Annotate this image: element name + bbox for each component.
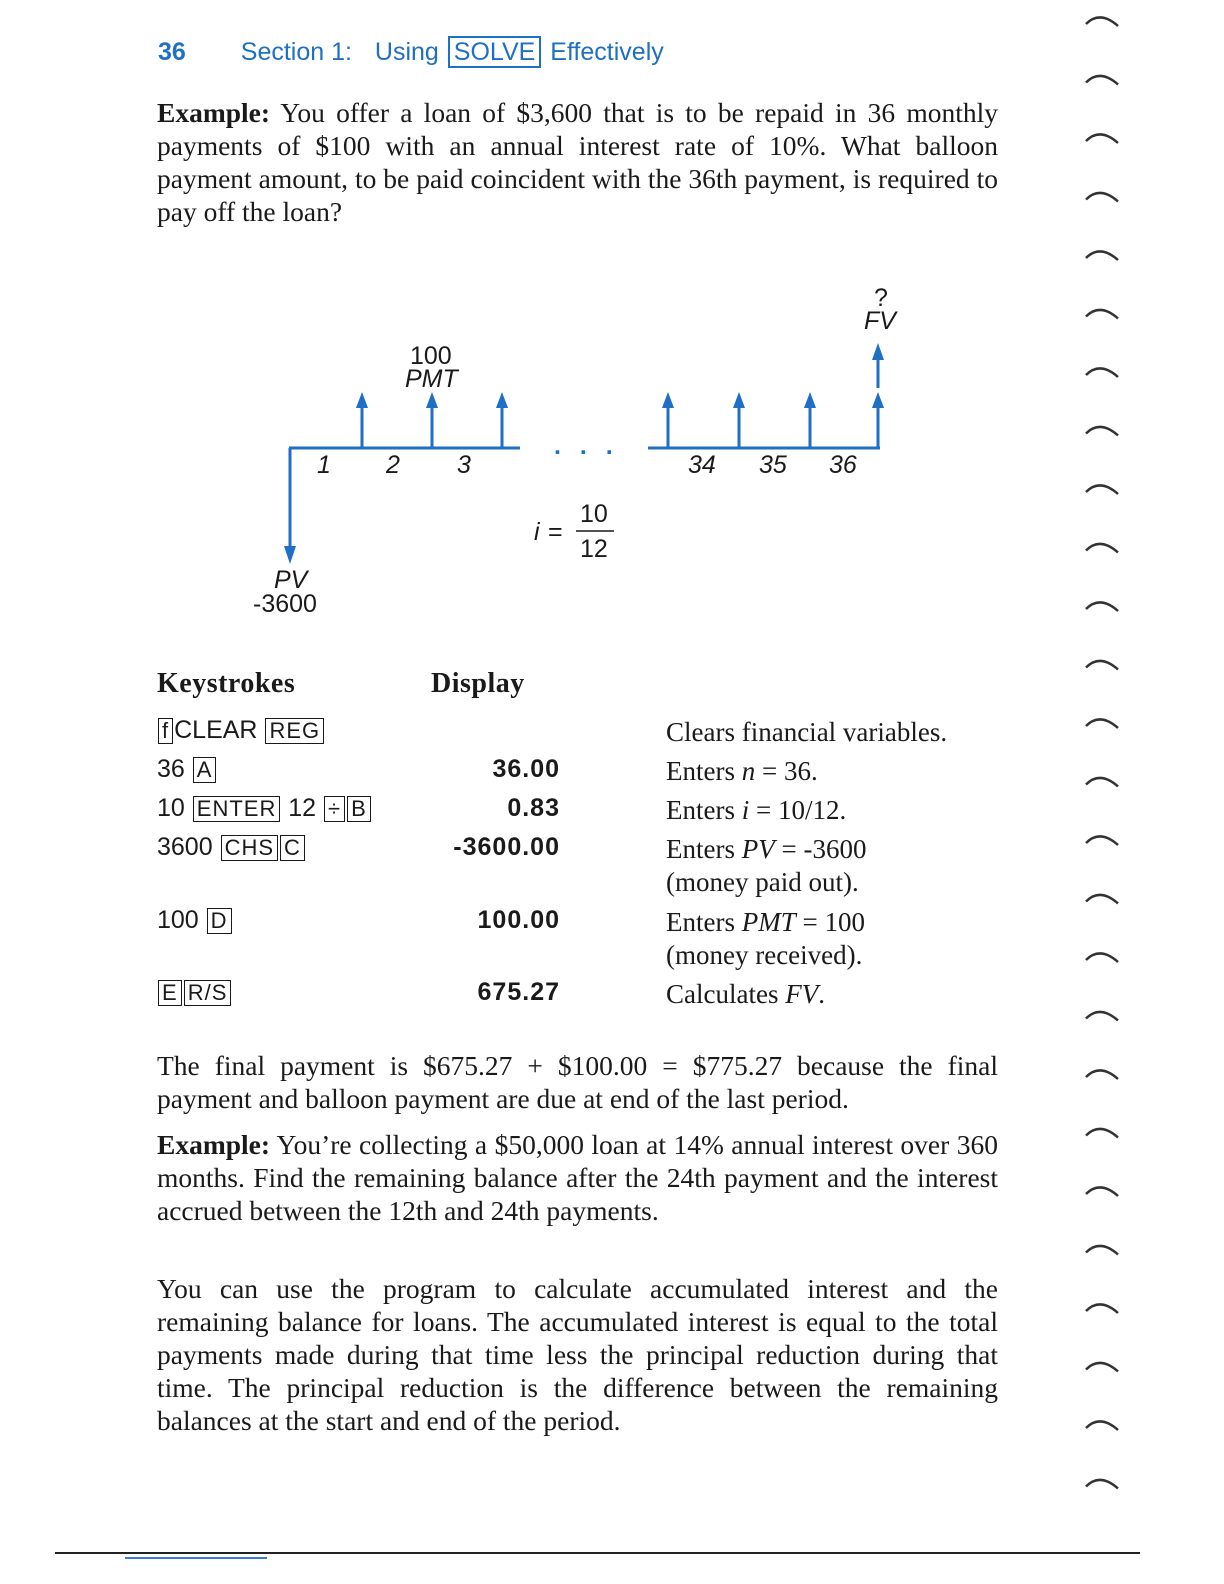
example-1-paragraph xyxy=(157,96,998,228)
table-row xyxy=(0,716,1224,752)
key-b: B xyxy=(347,796,371,822)
binding-ring xyxy=(1086,778,1118,787)
keystroke-text: CLEAR xyxy=(174,716,258,744)
keystroke-text: 3600 xyxy=(157,833,213,861)
fv-arrow-head xyxy=(872,343,884,360)
fv-label: FV xyxy=(864,307,896,335)
binding-ring xyxy=(1086,661,1118,670)
keystroke-text: 10 xyxy=(157,794,185,822)
pmt-label: PMT xyxy=(405,365,458,393)
display-cell: 0.83 xyxy=(507,794,560,822)
fv-question: ? xyxy=(874,284,888,312)
binding-ring xyxy=(1086,251,1118,260)
solve-key: SOLVE xyxy=(448,36,542,68)
keystroke-text: 12 xyxy=(288,794,317,822)
arrowhead-1 xyxy=(356,392,368,408)
key-f: f xyxy=(158,718,173,744)
binding-ring xyxy=(1086,17,1118,26)
page-number: 36 xyxy=(158,38,186,66)
description-cell: Enters n = 36. xyxy=(666,756,818,786)
display-cell: 36.00 xyxy=(492,755,560,783)
key-r-s: R/S xyxy=(184,980,232,1006)
binding-ring xyxy=(1086,836,1118,845)
pv-value: -3600 xyxy=(253,590,317,618)
binding-ring xyxy=(1086,602,1118,611)
keystrokes-cell xyxy=(157,794,372,823)
ellipsis: . . . xyxy=(554,432,619,460)
description-cell: Clears financial variables. xyxy=(666,717,948,747)
description-note: (money paid out). xyxy=(666,867,859,897)
rate-numerator: 10 xyxy=(580,500,608,528)
pmt-value: 100 xyxy=(410,342,452,370)
keystroke-text: 36 xyxy=(157,755,185,783)
page-header xyxy=(158,38,664,67)
key-chs: CHS xyxy=(221,835,278,861)
binding-ring xyxy=(1086,1012,1118,1021)
keystroke-text: 100 xyxy=(157,906,199,934)
key-a: A xyxy=(193,757,217,783)
binding-ring xyxy=(1086,1187,1118,1196)
binding-ring xyxy=(1086,193,1118,202)
keystrokes-cell xyxy=(157,833,306,862)
example-2-label: Example: xyxy=(157,1129,271,1160)
keystrokes-cell xyxy=(157,906,233,935)
table-row xyxy=(0,755,1224,791)
example-1-text: You offer a loan of $3,600 that is to be repaid in 36 monthly payments of $100 with an annual interest rate of 10%. What balloon payment amount, to be paid coincident with the 36th payment, is required to pay off the loan? xyxy=(157,97,998,227)
bottom-rule xyxy=(55,1552,1140,1554)
display-heading: Display xyxy=(431,668,525,699)
final-payment-paragraph: The final payment is $675.27 + $100.00 = $775.27 because the final payment and balloon payment are due at end of the last period. xyxy=(157,1050,998,1114)
table-row xyxy=(0,906,1224,978)
key-reg: REG xyxy=(265,718,324,744)
bottom-accent-rule xyxy=(125,1557,267,1559)
binding-ring xyxy=(1086,895,1118,904)
binding-ring xyxy=(1086,368,1118,377)
key-e: E xyxy=(158,980,182,1006)
binding-ring xyxy=(1086,1480,1118,1489)
display-cell: -3600.00 xyxy=(453,833,560,861)
key-c: C xyxy=(280,835,305,861)
title-pre: Using xyxy=(374,38,439,66)
period-34: 34 xyxy=(688,451,716,479)
rate-equals: = xyxy=(548,518,563,546)
section-label: Section 1: xyxy=(240,38,352,66)
binding-ring xyxy=(1086,427,1118,436)
binding-ring xyxy=(1086,310,1118,319)
description-note: (money received). xyxy=(666,940,863,970)
pv-label: PV xyxy=(274,566,308,594)
keystrokes-heading: Keystrokes xyxy=(157,668,296,699)
binding-ring xyxy=(1086,1421,1118,1430)
cash-flow-diagram xyxy=(0,270,1000,630)
example-1-label: Example: xyxy=(157,97,271,128)
binding-ring xyxy=(1086,1304,1118,1313)
rate-denominator: 12 xyxy=(580,535,608,563)
period-2: 2 xyxy=(386,451,400,479)
table-row xyxy=(0,833,1224,905)
key-enter: ENTER xyxy=(193,796,281,822)
description-cell: Enters i = 10/12. xyxy=(666,795,847,825)
period-35: 35 xyxy=(759,451,787,479)
binding-ring xyxy=(1086,1070,1118,1079)
display-cell: 675.27 xyxy=(477,978,560,1006)
description-cell: Enters PV = -3600 (money paid out). xyxy=(666,834,867,897)
key-d: D xyxy=(207,908,232,934)
binding-ring xyxy=(1086,953,1118,962)
arrowhead-34 xyxy=(662,392,674,408)
table-row xyxy=(0,978,1224,1014)
period-1: 1 xyxy=(317,451,331,479)
binding-ring xyxy=(1086,544,1118,553)
title-post: Effectively xyxy=(550,38,664,66)
arrowhead-35 xyxy=(733,392,745,408)
binding-ring xyxy=(1086,134,1118,143)
example-2-paragraph xyxy=(157,1128,998,1227)
binding-ring xyxy=(1086,719,1118,728)
keystrokes-cell xyxy=(157,978,232,1007)
spiral-binding xyxy=(1080,0,1140,1584)
period-36: 36 xyxy=(829,451,857,479)
keystrokes-cell xyxy=(157,755,217,784)
keystrokes-cell xyxy=(157,716,325,745)
example-2-text: You’re collecting a $50,000 loan at 14% annual interest over 360 months. Find the remaining balance after the 24th payment and the interest accrued between the 12th and 24th payments. xyxy=(157,1129,998,1226)
table-row xyxy=(0,794,1224,830)
description-cell: Enters PMT = 100 (money received). xyxy=(666,907,865,970)
binding-ring xyxy=(1086,485,1118,494)
key-divide: ÷ xyxy=(324,796,345,822)
binding-ring xyxy=(1086,1363,1118,1372)
arrowhead-36a xyxy=(804,392,816,408)
display-cell: 100.00 xyxy=(477,906,560,934)
pv-arrow-head xyxy=(284,546,296,564)
binding-ring xyxy=(1086,76,1118,85)
program-paragraph: You can use the program to calculate accumulated interest and the remaining balance for loans. The accumulated interest is equal to the total payments made during that time less the principal reduction during that time. The principal reduction is the difference between the remaining balances at the start and end of the period. xyxy=(157,1273,998,1436)
rate-label: i xyxy=(534,518,540,546)
binding-ring xyxy=(1086,1129,1118,1138)
arrowhead-2 xyxy=(426,392,438,408)
arrowhead-3 xyxy=(496,392,508,408)
binding-ring xyxy=(1086,1246,1118,1255)
description-cell: Calculates FV. xyxy=(666,979,825,1009)
arrowhead-36b xyxy=(872,392,884,408)
period-3: 3 xyxy=(457,451,471,479)
